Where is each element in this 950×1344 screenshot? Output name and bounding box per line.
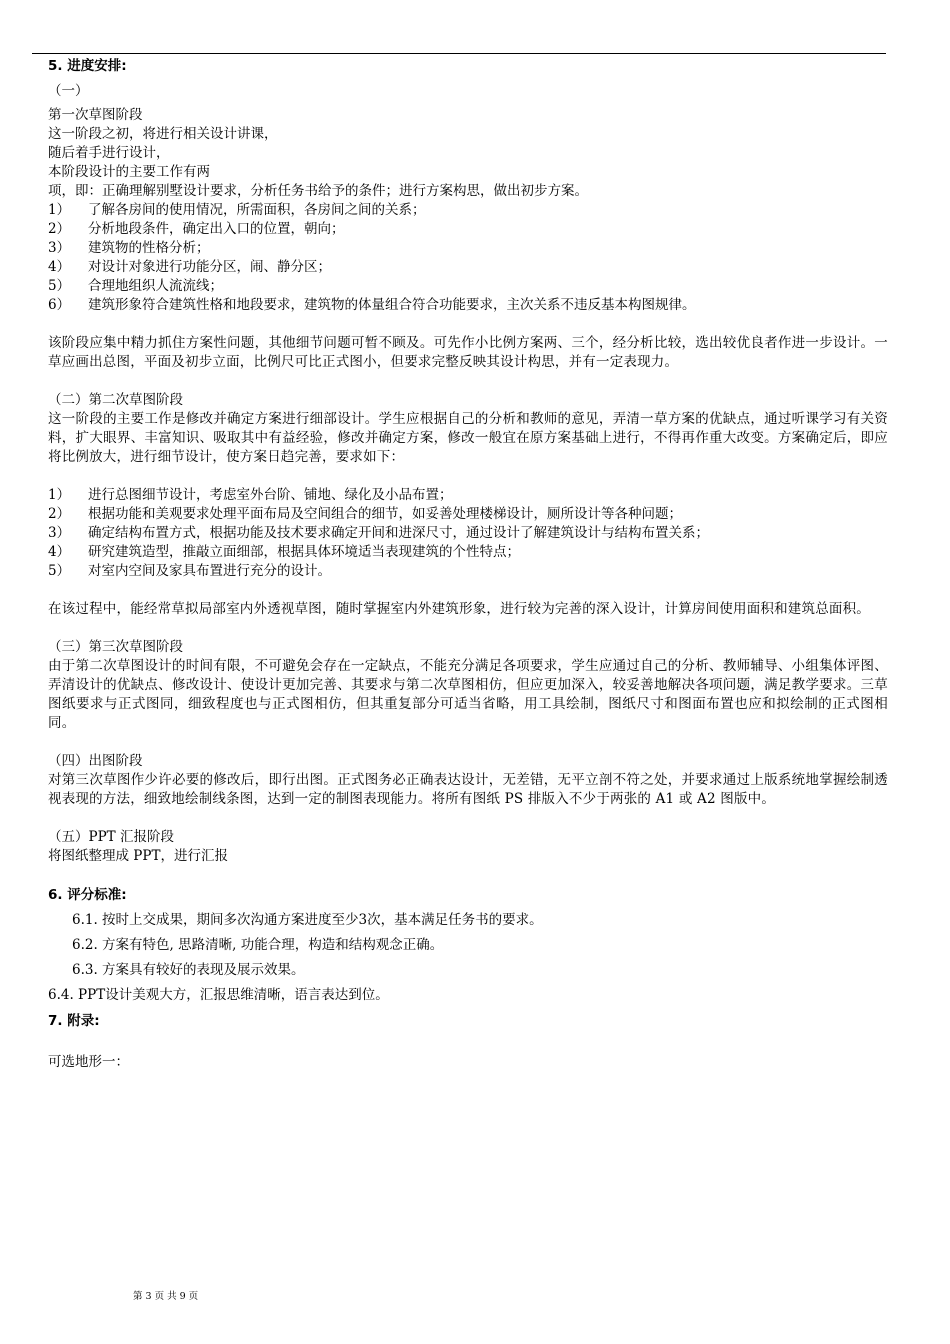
list-number: 2）	[48, 221, 71, 237]
list-item	[48, 524, 888, 543]
part3-title: （三）第三次草图阶段	[48, 639, 183, 655]
part1-line: 随后着手进行设计，	[48, 145, 170, 161]
part5-title: （五）PPT 汇报阶段	[48, 829, 174, 845]
list-text: 分析地段条件，确定出入口的位置，朝向；	[88, 221, 345, 237]
list-item	[48, 296, 888, 315]
criteria-item: 6.1. 按时上交成果，期间多次沟通方案进度至少3次，基本满足任务书的要求。	[72, 912, 543, 928]
list-item	[48, 220, 888, 239]
part2-summary: 在该过程中，能经常草拟局部室内外透视草图，随时掌握室内外建筑形象，进行较为完善的深入设计，计算房间使用面积和建筑总面积。	[48, 601, 870, 617]
list-item	[48, 486, 888, 505]
list-text: 对室内空间及家具布置进行充分的设计。	[88, 563, 331, 579]
list-number: 5）	[48, 278, 71, 294]
list-item	[48, 277, 888, 296]
list-item	[48, 505, 888, 524]
part1-summary: 该阶段应集中精力抓住方案性问题，其他细节问题可暂不顾及。可先作小比例方案两、三个，经分析比较，选出较优良者作进一步设计。一草应画出总图，平面及初步立面，比例尺可比正式图小，但要求完整反映其设计构思，并有一定表现力。	[48, 335, 888, 370]
document-page	[48, 56, 888, 1072]
list-item	[48, 201, 888, 220]
part1-line: 这一阶段之初，将进行相关设计讲课，	[48, 126, 278, 142]
list-item	[48, 258, 888, 277]
appendix-text: 可选地形一：	[48, 1054, 129, 1070]
list-number: 3）	[48, 525, 71, 541]
list-number: 5）	[48, 563, 71, 579]
list-text: 合理地组织人流流线；	[88, 278, 223, 294]
list-number: 2）	[48, 506, 71, 522]
list-text: 进行总图细节设计，考虑室外台阶、铺地、绿化及小品布置；	[88, 487, 453, 503]
criteria-item: 6.3. 方案具有较好的表现及展示效果。	[72, 962, 305, 978]
list-text: 对设计对象进行功能分区，闹、静分区；	[88, 259, 331, 275]
list-item	[48, 543, 888, 562]
list-number: 4）	[48, 544, 71, 560]
list-text: 研究建筑造型，推敲立面细部，根据具体环境适当表现建筑的个性特点；	[88, 544, 520, 560]
list-text: 了解各房间的使用情况，所需面积，各房间之间的关系；	[88, 202, 426, 218]
list-number: 6）	[48, 297, 71, 313]
part1-label: （一）	[48, 83, 89, 99]
page-footer: 第 3 页 共 9 页	[133, 1291, 199, 1302]
section7-heading: 7. 附录:	[48, 1013, 100, 1029]
part3-text: 由于第二次草图设计的时间有限，不可避免会存在一定缺点，不能充分满足各项要求，学生应通过自己的分析、教师辅导、小组集体评图、弄清设计的优缺点、修改设计、使设计更加完善、其要求与第二次草图相仿，但应更加深入，较妥善地解决各项问题，满足教学要求。三草图纸要求与正式图同，细致程度也与正式图相仿，但其重复部分可适当省略，用工具绘制，图纸尺寸和图面布置也应和拟绘制的正式图相同。	[48, 658, 888, 731]
list-text: 建筑物的性格分析；	[88, 240, 210, 256]
list-number: 3）	[48, 240, 71, 256]
part2-title: （二）第二次草图阶段	[48, 392, 183, 408]
part1-line: 项，即：正确理解别墅设计要求，分析任务书给予的条件；进行方案构思，做出初步方案。	[48, 183, 588, 199]
list-text: 建筑形象符合建筑性格和地段要求，建筑物的体量组合符合功能要求，主次关系不违反基本构图规律。	[88, 297, 696, 313]
list-number: 1）	[48, 487, 71, 503]
part2-intro: 这一阶段的主要工作是修改并确定方案进行细部设计。学生应根据自己的分析和教师的意见，弄清一草方案的优缺点，通过听课学习有关资料，扩大眼界、丰富知识、吸取其中有益经验，修改并确定方案，修改一般宜在原方案基础上进行，不得再作重大改变。方案确定后，即应将比例放大，进行细节设计，使方案日趋完善，要求如下：	[48, 411, 888, 465]
part4-text: 对第三次草图作少许必要的修改后，即行出图。正式图务必正确表达设计，无差错，无平立剖不符之处，并要求通过上版系统地掌握绘制透视表现的方法，细致地绘制线条图，达到一定的制图表现能力。将所有图纸 PS 排版入不少于两张的 A1 或 A2 图版中。	[48, 772, 888, 807]
list-number: 1）	[48, 202, 71, 218]
list-text: 确定结构布置方式，根据功能及技术要求确定开间和进深尺寸，通过设计了解建筑设计与结构布置关系；	[88, 525, 709, 541]
part5-text: 将图纸整理成 PPT，进行汇报	[48, 848, 228, 864]
section6-heading: 6. 评分标准:	[48, 887, 127, 903]
part1-line: 本阶段设计的主要工作有两	[48, 164, 210, 180]
list-item	[48, 562, 888, 581]
list-number: 4）	[48, 259, 71, 275]
part1-title: 第一次草图阶段	[48, 107, 143, 123]
criteria-item: 6.4. PPT设计美观大方，汇报思维清晰，语言表达到位。	[48, 987, 389, 1003]
list-item	[48, 239, 888, 258]
list-text: 根据功能和美观要求处理平面布局及空间组合的细节，如妥善处理楼梯设计，厕所设计等各种问题；	[88, 506, 682, 522]
part4-title: （四）出图阶段	[48, 753, 143, 769]
header-rule	[32, 53, 886, 54]
section5-heading: 5. 进度安排:	[48, 58, 127, 74]
criteria-item: 6.2. 方案有特色, 思路清晰, 功能合理，构造和结构观念正确。	[72, 937, 444, 953]
